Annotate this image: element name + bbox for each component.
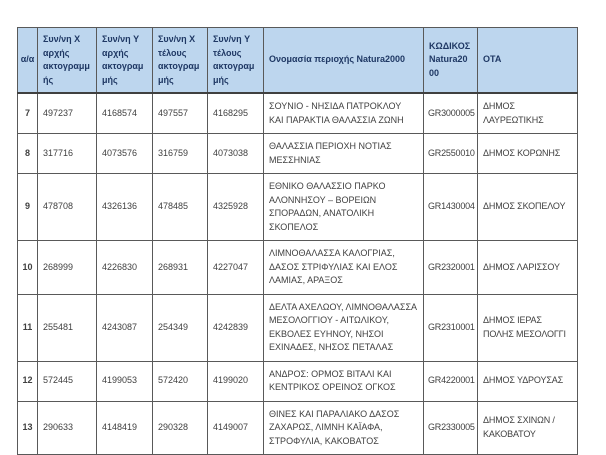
- cell-aa: 9: [18, 174, 38, 241]
- cell-y-start: 4199053: [97, 361, 153, 401]
- cell-x-start: 478708: [38, 174, 97, 241]
- table-row: [18, 294, 578, 361]
- cell-name: ΕΘΝΙΚΟ ΘΑΛΑΣΣΙΟ ΠΑΡΚΟ ΑΛΟΝΝΗΣΟΥ – ΒΟΡΕΙΩΝ ΣΠΟΡΑΔΩΝ, ΑΝΑΤΟΛΙΚΗ ΣΚΟΠΕΛΟΣ: [264, 174, 424, 241]
- cell-name: ΑΝΔΡΟΣ: ΟΡΜΟΣ ΒΙΤΑΛΙ ΚΑΙ ΚΕΝΤΡΙΚΟΣ ΟΡΕΙΝΟΣ ΟΓΚΟΣ: [264, 361, 424, 401]
- table-header-row: [18, 28, 578, 94]
- table-row: [18, 401, 578, 455]
- col-header-aa: α/α: [18, 28, 38, 94]
- cell-y-start: 4073576: [97, 134, 153, 174]
- cell-ota: ΔΗΜΟΣ ΙΕΡΑΣ ΠΟΛΗΣ ΜΕΣΟΛΟΓΓΙ: [478, 294, 578, 361]
- cell-y-start: 4243087: [97, 294, 153, 361]
- cell-x-end: 254349: [153, 294, 208, 361]
- cell-x-end: 268931: [153, 241, 208, 295]
- table-row: [18, 134, 578, 174]
- cell-code: GR2550010: [424, 134, 478, 174]
- cell-y-end: 4199020: [208, 361, 264, 401]
- cell-x-start: 255481: [38, 294, 97, 361]
- table-row: [18, 174, 578, 241]
- cell-x-start: 317716: [38, 134, 97, 174]
- cell-y-start: 4148419: [97, 401, 153, 455]
- cell-y-start: 4226830: [97, 241, 153, 295]
- cell-ota: ΔΗΜΟΣ ΥΔΡΟΥΣΑΣ: [478, 361, 578, 401]
- cell-y-end: 4149007: [208, 401, 264, 455]
- cell-ota: ΔΗΜΟΣ ΚΟΡΩΝΗΣ: [478, 134, 578, 174]
- cell-x-end: 316759: [153, 134, 208, 174]
- col-header-name: Ονομασία περιοχής Natura2000: [264, 28, 424, 94]
- cell-aa: 8: [18, 134, 38, 174]
- cell-ota: ΔΗΜΟΣ ΛΑΡΙΣΣΟΥ: [478, 241, 578, 295]
- table-row: [18, 361, 578, 401]
- cell-x-start: 497237: [38, 93, 97, 134]
- cell-aa: 11: [18, 294, 38, 361]
- cell-x-end: 290328: [153, 401, 208, 455]
- cell-aa: 10: [18, 241, 38, 295]
- cell-name: ΘΑΛΑΣΣΙΑ ΠΕΡΙΟΧΗ ΝΟΤΙΑΣ ΜΕΣΣΗΝΙΑΣ: [264, 134, 424, 174]
- cell-x-start: 268999: [38, 241, 97, 295]
- cell-y-end: 4227047: [208, 241, 264, 295]
- cell-y-end: 4073038: [208, 134, 264, 174]
- cell-name: ΘΙΝΕΣ ΚΑΙ ΠΑΡΑΛΙΑΚΟ ΔΑΣΟΣ ΖΑΧΑΡΩΣ, ΛΙΜΝΗ ΚΑΪΑΦΑ, ΣΤΡΟΦΥΛΙΑ, ΚΑΚΟΒΑΤΟΣ: [264, 401, 424, 455]
- cell-y-start: 4168574: [97, 93, 153, 134]
- cell-y-end: 4168295: [208, 93, 264, 134]
- cell-code: GR2330005: [424, 401, 478, 455]
- col-header-y-start: Συν/νη Y αρχής ακτογραμμής: [97, 28, 153, 94]
- col-header-code: ΚΩΔΙΚΟΣ Natura2000: [424, 28, 478, 94]
- cell-ota: ΔΗΜΟΣ ΣΚΟΠΕΛΟΥ: [478, 174, 578, 241]
- cell-y-start: 4326136: [97, 174, 153, 241]
- cell-x-end: 497557: [153, 93, 208, 134]
- cell-aa: 12: [18, 361, 38, 401]
- cell-code: GR3000005: [424, 93, 478, 134]
- cell-name: ΣΟΥΝΙΟ - ΝΗΣΙΔΑ ΠΑΤΡΟΚΛΟΥ ΚΑΙ ΠΑΡΑΚΤΙΑ ΘΑΛΑΣΣΙΑ ΖΩΝΗ: [264, 93, 424, 134]
- cell-name: ΔΕΛΤΑ ΑΧΕΛΩΟΥ, ΛΙΜΝΟΘΑΛΑΣΣΑ ΜΕΣΟΛΟΓΓΙΟΥ - ΑΙΤΩΛΙΚΟΥ, ΕΚΒΟΛΕΣ ΕΥΗΝΟΥ, ΝΗΣΟΙ ΕΧΙΝΑΔΕΣ, ΝΗΣΟΣ ΠΕΤΑΛΑΣ: [264, 294, 424, 361]
- col-header-x-end: Συν/νη X τέλους ακτογραμμής: [153, 28, 208, 94]
- cell-name: ΛΙΜΝΟΘΑΛΑΣΣΑ ΚΑΛΟΓΡΙΑΣ, ΔΑΣΟΣ ΣΤΡΙΦΥΛΙΑΣ ΚΑΙ ΕΛΟΣ ΛΑΜΙΑΣ, ΑΡΑΞΟΣ: [264, 241, 424, 295]
- col-header-ota: ΟΤΑ: [478, 28, 578, 94]
- col-header-x-start: Συν/νη X αρχής ακτογραμμής: [38, 28, 97, 94]
- cell-code: GR1430004: [424, 174, 478, 241]
- cell-aa: 7: [18, 93, 38, 134]
- table-row: [18, 93, 578, 134]
- cell-y-end: 4325928: [208, 174, 264, 241]
- cell-x-start: 572445: [38, 361, 97, 401]
- cell-code: GR4220001: [424, 361, 478, 401]
- cell-code: GR2320001: [424, 241, 478, 295]
- natura2000-coastline-table: [17, 27, 578, 455]
- cell-aa: 13: [18, 401, 38, 455]
- cell-ota: ΔΗΜΟΣ ΣΧΙΝΩΝ / ΚΑΚΟΒΑΤΟΥ: [478, 401, 578, 455]
- cell-x-start: 290633: [38, 401, 97, 455]
- cell-y-end: 4242839: [208, 294, 264, 361]
- cell-ota: ΔΗΜΟΣ ΛΑΥΡΕΩΤΙΚΗΣ: [478, 93, 578, 134]
- col-header-y-end: Συν/νη Y τέλους ακτογραμμής: [208, 28, 264, 94]
- cell-x-end: 572420: [153, 361, 208, 401]
- table-row: [18, 241, 578, 295]
- cell-code: GR2310001: [424, 294, 478, 361]
- cell-x-end: 478485: [153, 174, 208, 241]
